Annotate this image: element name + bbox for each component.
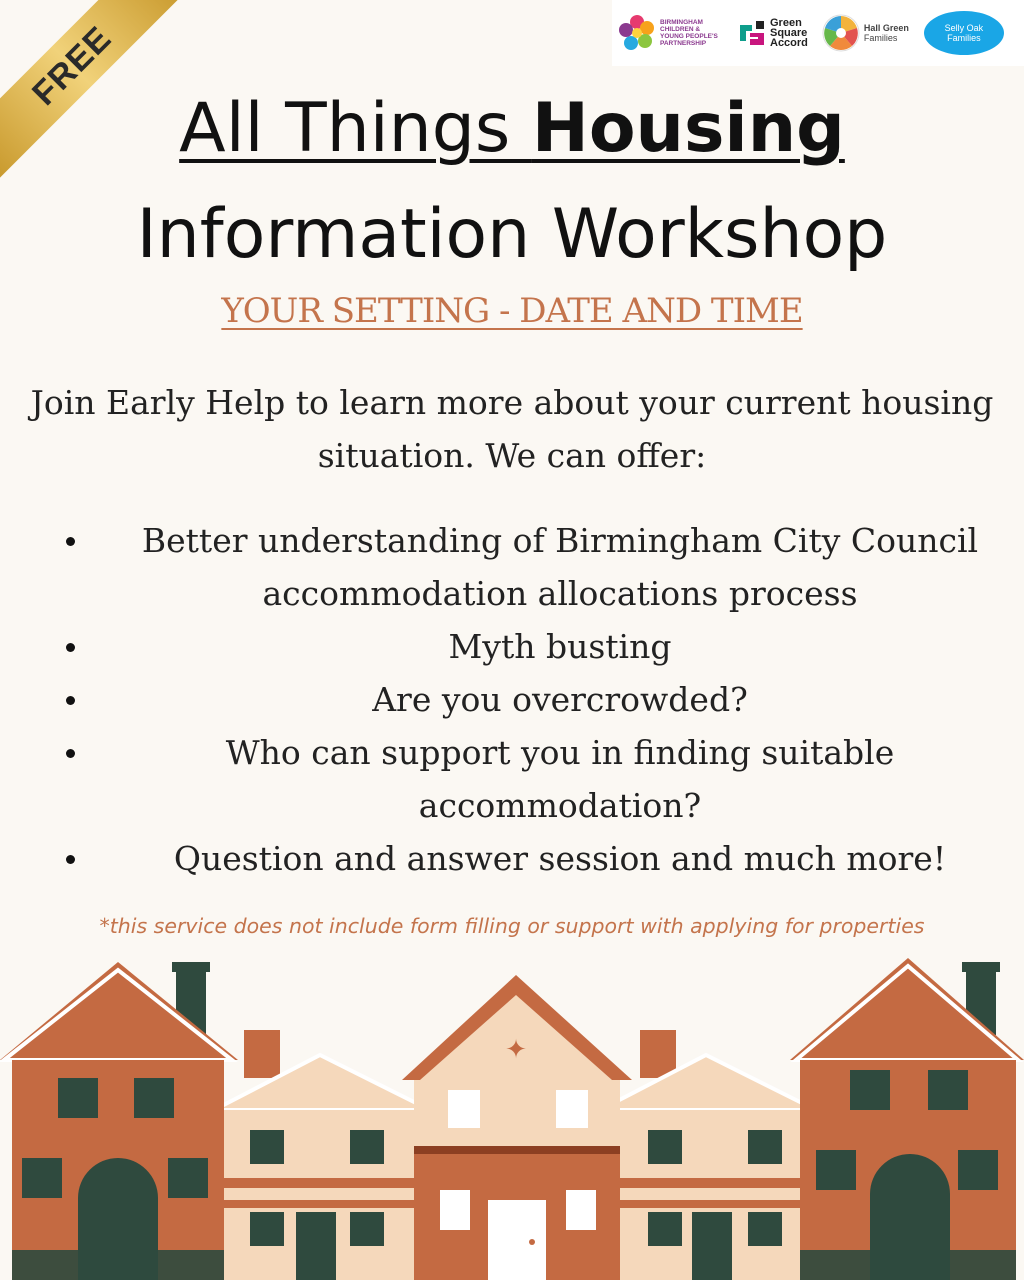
partner-logos [612,0,1024,66]
list-item-line: Question and answer session and much more! [173,839,947,878]
house-right-brick [790,958,1024,1280]
list-item-line: Better understanding of Birmingham City Council [141,521,979,560]
hgf-wheel-icon [822,14,860,52]
list-item [60,726,1000,832]
disclaimer-note: *this service does not include form filling or support with applying for properties [99,914,925,938]
intro-text [20,376,1004,482]
bccyp-line: YOUNG PEOPLE'S [660,33,718,40]
list-item [60,832,1000,885]
page-subtitle: Information Workshop [136,195,888,274]
free-badge: FREE [0,0,180,178]
house-left-brick [0,962,238,1280]
bccyp-line: BIRMINGHAM [660,19,703,26]
bccyp-logo [618,14,722,52]
offer-list [60,514,1000,885]
list-item-line: Who can support you in finding suitable [225,733,895,772]
svg-text:✦: ✦ [505,1035,527,1065]
gsa-mark-icon [738,19,766,47]
bullet-icon [66,643,75,652]
hgf-name: Hall Green [863,23,909,33]
bullet-icon [66,749,75,758]
intro-line: situation. We can offer: [317,436,707,475]
selly-line: Families [947,33,981,43]
bullet-icon [66,696,75,705]
house-right-pale [600,1030,816,1280]
list-item [60,673,1000,726]
bccyp-line: CHILDREN & [660,26,701,33]
intro-line: Join Early Help to learn more about your current housing [30,383,994,422]
bullet-icon [66,537,75,546]
gsa-logo [738,18,808,48]
title-light: All Things [179,89,532,168]
list-item [60,514,1000,620]
hgf-sub: Families [863,33,898,43]
houses-illustration [0,950,1024,1280]
gsa-line: Square [770,27,808,39]
list-item-line: accommodation allocations process [262,574,858,613]
gsa-line: Accord [770,37,808,49]
list-item-line: accommodation? [418,786,702,825]
list-item-line: Are you overcrowded? [372,680,748,719]
bullet-icon [66,855,75,864]
hgf-logo [822,14,914,52]
bccyp-line: PARTNERSHIP [660,40,707,47]
house-left-pale [214,1030,430,1280]
list-item [60,620,1000,673]
gsa-line: Green [770,17,802,29]
page-title [0,84,1024,174]
selly-oak-logo [924,11,1004,55]
selly-line: Selly Oak [944,23,984,33]
title-bold: Housing [531,89,845,168]
house-center [402,975,632,1280]
setting-date-time: YOUR SETTING - DATE AND TIME [221,291,803,331]
list-item-line: Myth busting [448,627,672,666]
flower-icon [618,14,656,52]
